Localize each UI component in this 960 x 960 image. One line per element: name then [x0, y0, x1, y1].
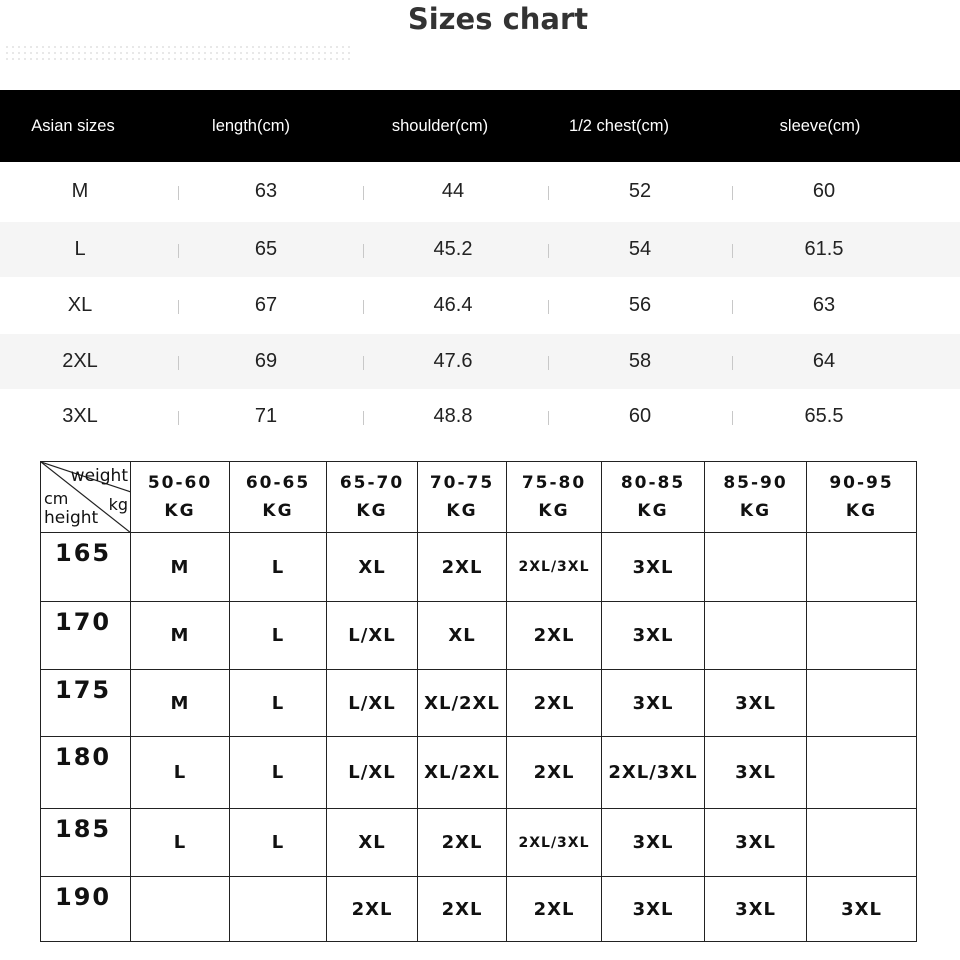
size-cell: XL	[418, 602, 507, 670]
sleeve-cell: 61.5	[804, 238, 844, 260]
table-row	[41, 602, 917, 670]
chest-cell: 52	[628, 180, 652, 202]
size-cell	[807, 533, 917, 602]
table-row	[41, 737, 917, 809]
size-cell: 2XL	[507, 602, 602, 670]
size-cell: L/XL	[327, 670, 418, 737]
weight-header-row	[41, 462, 917, 533]
header-sleeve: sleeve(cm)	[779, 117, 861, 135]
sleeve-cell: 64	[812, 350, 836, 372]
shoulder-cell: 44	[441, 180, 465, 202]
row-divider	[363, 411, 364, 425]
size-cell: 2XL/3XL	[507, 809, 602, 877]
size-cell: 3XL	[705, 670, 807, 737]
size-cell: M	[131, 602, 230, 670]
size-cell: L	[230, 602, 327, 670]
row-divider	[363, 356, 364, 370]
chest-cell: 60	[628, 405, 652, 427]
height-cell: 185	[41, 809, 131, 877]
height-cell: 170	[41, 602, 131, 670]
row-divider	[363, 186, 364, 200]
size-cell	[807, 737, 917, 809]
shoulder-cell: 46.4	[433, 294, 473, 316]
weight-header: 70-75 KG	[418, 462, 507, 533]
measurement-table-header	[0, 90, 960, 162]
sleeve-cell: 65.5	[804, 405, 844, 427]
row-divider	[178, 411, 179, 425]
row-divider	[732, 186, 733, 200]
row-divider	[178, 300, 179, 314]
sleeve-cell: 60	[812, 180, 836, 202]
measurement-row	[0, 278, 960, 333]
size-cell: 3XL	[705, 809, 807, 877]
header-chest: 1/2 chest(cm)	[569, 117, 669, 135]
table-row	[41, 533, 917, 602]
size-cell: 3XL	[705, 877, 807, 942]
measurement-row	[0, 164, 960, 219]
size-cell: 3XL	[602, 877, 705, 942]
chest-cell: 56	[628, 294, 652, 316]
height-cell: 190	[41, 877, 131, 942]
size-cell	[705, 533, 807, 602]
weight-header: 65-70 KG	[327, 462, 418, 533]
size-cell: L	[230, 809, 327, 877]
weight-header: 85-90 KG	[705, 462, 807, 533]
size-cell: 2XL/3XL	[602, 737, 705, 809]
length-cell: 71	[254, 405, 278, 427]
row-divider	[548, 244, 549, 258]
header-shoulder: shoulder(cm)	[391, 117, 489, 135]
measurement-row	[0, 389, 960, 444]
decorative-dot-pattern	[4, 44, 350, 64]
row-divider	[363, 244, 364, 258]
row-divider	[732, 300, 733, 314]
size-cell: XL/2XL	[418, 737, 507, 809]
row-divider	[363, 300, 364, 314]
size-cell	[807, 670, 917, 737]
table-row	[41, 809, 917, 877]
size-cell: XL	[327, 809, 418, 877]
row-divider	[548, 356, 549, 370]
size-cell: 2XL	[62, 350, 98, 372]
size-cell: L	[230, 737, 327, 809]
height-weight-fit-table	[40, 461, 917, 942]
weight-header: 60-65 KG	[230, 462, 327, 533]
height-cell: 180	[41, 737, 131, 809]
row-divider	[178, 244, 179, 258]
size-cell: L	[230, 670, 327, 737]
sleeve-cell: 63	[812, 294, 836, 316]
weight-header: 90-95 KG	[807, 462, 917, 533]
row-divider	[178, 186, 179, 200]
table-row	[41, 877, 917, 942]
size-cell: 3XL	[807, 877, 917, 942]
corner-cm-label: cm	[44, 489, 69, 508]
size-cell	[230, 877, 327, 942]
row-divider	[548, 186, 549, 200]
row-divider	[732, 356, 733, 370]
row-divider	[732, 411, 733, 425]
weight-header: 75-80 KG	[507, 462, 602, 533]
size-cell: 3XL	[62, 405, 98, 427]
size-cell	[705, 602, 807, 670]
row-divider	[548, 411, 549, 425]
header-asian-sizes: Asian sizes	[31, 117, 115, 135]
size-cell: L	[131, 809, 230, 877]
size-cell: M	[131, 533, 230, 602]
size-cell: XL	[327, 533, 418, 602]
size-cell: XL/2XL	[418, 670, 507, 737]
size-cell: 2XL	[507, 670, 602, 737]
size-cell: L/XL	[327, 602, 418, 670]
corner-height-label: height	[44, 508, 99, 528]
shoulder-cell: 48.8	[433, 405, 473, 427]
size-cell: L	[74, 238, 86, 260]
chest-cell: 54	[628, 238, 652, 260]
size-cell: 2XL	[418, 877, 507, 942]
corner-weight-label: weight	[70, 466, 128, 486]
height-cell: 175	[41, 670, 131, 737]
size-cell	[807, 809, 917, 877]
weight-header: 50-60 KG	[131, 462, 230, 533]
size-cell: 3XL	[602, 670, 705, 737]
size-cell: XL	[67, 294, 93, 316]
length-cell: 69	[254, 350, 278, 372]
size-cell	[131, 877, 230, 942]
length-cell: 63	[254, 180, 278, 202]
shoulder-cell: 45.2	[433, 238, 473, 260]
size-cell: M	[131, 670, 230, 737]
chest-cell: 58	[628, 350, 652, 372]
row-divider	[732, 244, 733, 258]
size-cell: 2XL	[327, 877, 418, 942]
size-cell: L	[230, 533, 327, 602]
size-cell	[807, 602, 917, 670]
page-title: Sizes chart	[407, 2, 589, 36]
size-cell: 2XL	[507, 737, 602, 809]
size-cell: L	[131, 737, 230, 809]
header-length: length(cm)	[212, 117, 290, 135]
row-divider	[548, 300, 549, 314]
size-cell: 2XL	[418, 809, 507, 877]
measurement-row	[0, 222, 960, 277]
weight-header: 80-85 KG	[602, 462, 705, 533]
corner-cell	[41, 462, 131, 533]
size-cell: 3XL	[705, 737, 807, 809]
corner-kg-label: kg	[108, 495, 128, 514]
length-cell: 65	[254, 238, 278, 260]
size-cell: M	[71, 180, 89, 202]
shoulder-cell: 47.6	[433, 350, 473, 372]
length-cell: 67	[254, 294, 278, 316]
row-divider	[178, 356, 179, 370]
measurement-row	[0, 334, 960, 389]
size-cell: 2XL	[418, 533, 507, 602]
size-cell: 2XL/3XL	[507, 533, 602, 602]
size-cell: 3XL	[602, 809, 705, 877]
size-cell: 3XL	[602, 602, 705, 670]
table-row	[41, 670, 917, 737]
size-cell: 3XL	[602, 533, 705, 602]
size-cell: L/XL	[327, 737, 418, 809]
height-cell: 165	[41, 533, 131, 602]
size-cell: 2XL	[507, 877, 602, 942]
